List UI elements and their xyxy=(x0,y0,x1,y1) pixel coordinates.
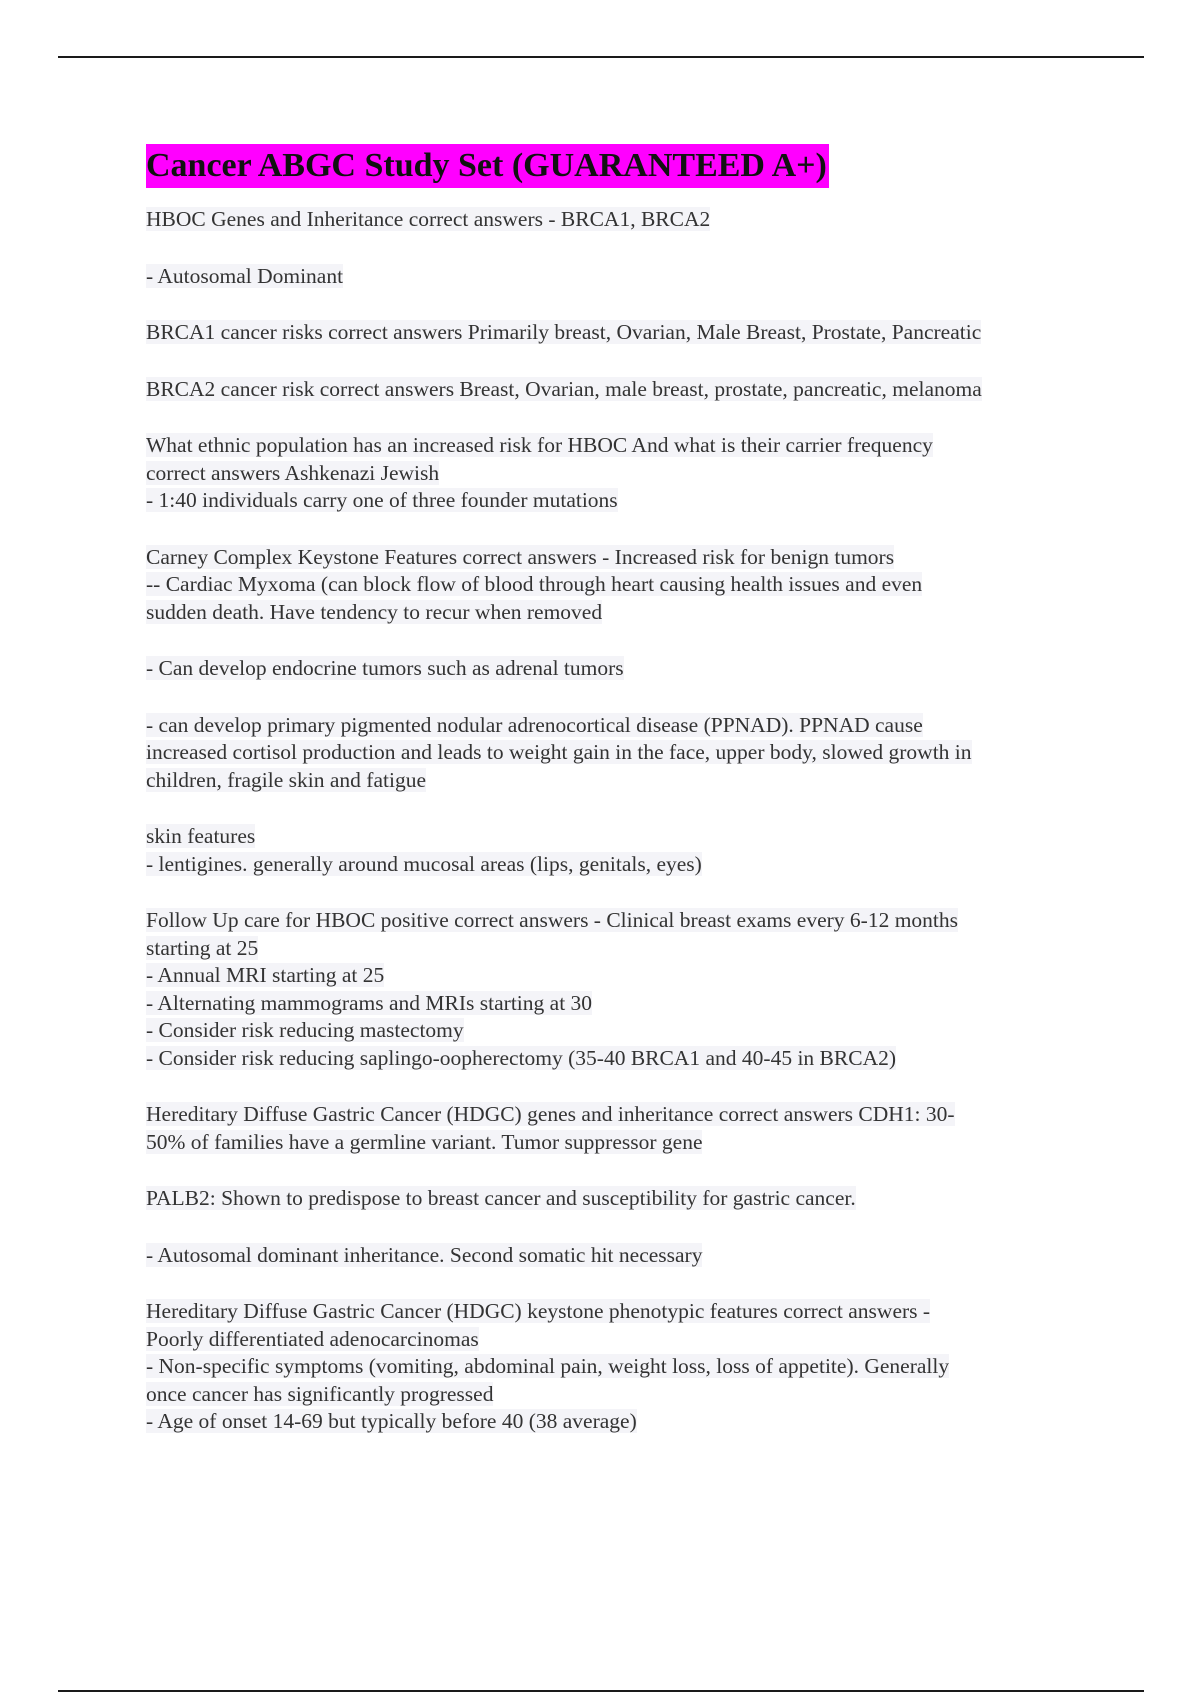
paragraph-line-text: Hereditary Diffuse Gastric Cancer (HDGC) genes and inheritance correct answers CDH1: 30- xyxy=(146,1102,955,1126)
paragraph-line-text: starting at 25 xyxy=(146,935,259,960)
paragraph-line xyxy=(146,823,1096,851)
bottom-rule xyxy=(58,1690,1144,1692)
paragraph-line-text: Follow Up care for HBOC positive correct answers - Clinical breast exams every 6-12 months xyxy=(146,908,959,932)
paragraph-line xyxy=(146,544,1096,572)
paragraph-line xyxy=(146,319,1096,347)
study-paragraph xyxy=(146,1242,1096,1270)
paragraph-line xyxy=(146,1298,1096,1326)
paragraph-line xyxy=(146,1017,1096,1045)
paragraph-line-text: - Annual MRI starting at 25 xyxy=(146,963,385,987)
paragraph-line xyxy=(146,1326,1096,1354)
paragraph-line-text: - Alternating mammograms and MRIs starting at 30 xyxy=(146,990,593,1015)
study-paragraph xyxy=(146,907,1096,1072)
paragraph-line xyxy=(146,935,1096,963)
paragraph-line-text: Hereditary Diffuse Gastric Cancer (HDGC) keystone phenotypic features correct answers - xyxy=(146,1299,931,1323)
paragraph-line xyxy=(146,907,1096,935)
document-title: Cancer ABGC Study Set (GUARANTEED A+) xyxy=(146,144,829,188)
paragraph-line-text: What ethnic population has an increased risk for HBOC And what is their carrier frequency xyxy=(146,433,933,457)
paragraph-line xyxy=(146,1381,1096,1409)
paragraph-line xyxy=(146,1101,1096,1129)
paragraph-line xyxy=(146,1185,1096,1213)
paragraph-line xyxy=(146,376,1096,404)
paragraph-line xyxy=(146,432,1096,460)
paragraph-line-text: - Consider risk reducing mastectomy xyxy=(146,1018,464,1042)
paragraph-line-text: Poorly differentiated adenocarcinomas xyxy=(146,1326,479,1351)
paragraph-line-text: -- Cardiac Myxoma (can block flow of blood through heart causing health issues and even xyxy=(146,572,923,596)
paragraph-line xyxy=(146,739,1096,767)
paragraph-line-text: sudden death. Have tendency to recur when removed xyxy=(146,599,603,624)
paragraph-line-text: 50% of families have a germline variant. Tumor suppressor gene xyxy=(146,1129,703,1154)
paragraph-line xyxy=(146,1353,1096,1381)
paragraph-line-text: BRCA2 cancer risk correct answers Breast, Ovarian, male breast, prostate, pancreatic, melanoma xyxy=(146,376,982,401)
paragraph-line-text: correct answers Ashkenazi Jewish xyxy=(146,460,440,485)
document-body xyxy=(146,144,1096,1465)
paragraph-line-text: children, fragile skin and fatigue xyxy=(146,767,426,792)
study-paragraph xyxy=(146,712,1096,795)
paragraph-line xyxy=(146,962,1096,990)
paragraph-line xyxy=(146,851,1096,879)
study-paragraph xyxy=(146,1298,1096,1436)
paragraph-line-text: - Autosomal Dominant xyxy=(146,263,344,288)
paragraph-line xyxy=(146,1242,1096,1270)
study-paragraph xyxy=(146,263,1096,291)
paragraph-line xyxy=(146,1408,1096,1436)
paragraph-line xyxy=(146,263,1096,291)
study-paragraph xyxy=(146,1101,1096,1156)
study-paragraph xyxy=(146,432,1096,515)
paragraph-line-text: - Can develop endocrine tumors such as adrenal tumors xyxy=(146,656,624,680)
study-paragraph xyxy=(146,1185,1096,1213)
paragraph-line-text: - Autosomal dominant inheritance. Second somatic hit necessary xyxy=(146,1242,703,1267)
study-paragraph xyxy=(146,823,1096,878)
paragraph-line xyxy=(146,990,1096,1018)
paragraph-line-text: - Consider risk reducing saplingo-oopherectomy (35-40 BRCA1 and 40-45 in BRCA2) xyxy=(146,1045,897,1070)
paragraph-line-text: - can develop primary pigmented nodular adrenocortical disease (PPNAD). PPNAD cause xyxy=(146,712,923,737)
study-set-content xyxy=(146,206,1096,1436)
paragraph-line xyxy=(146,1045,1096,1073)
paragraph-line xyxy=(146,712,1096,740)
paragraph-line xyxy=(146,487,1096,515)
study-paragraph xyxy=(146,376,1096,404)
paragraph-line xyxy=(146,767,1096,795)
paragraph-line-text: once cancer has significantly progressed xyxy=(146,1381,494,1406)
paragraph-line-text: - Non-specific symptoms (vomiting, abdominal pain, weight loss, loss of appetite). Generally xyxy=(146,1354,950,1378)
paragraph-line-text: HBOC Genes and Inheritance correct answers - BRCA1, BRCA2 xyxy=(146,207,711,231)
study-paragraph xyxy=(146,655,1096,683)
paragraph-line xyxy=(146,460,1096,488)
paragraph-line-text: skin features xyxy=(146,824,256,848)
paragraph-line-text: PALB2: Shown to predispose to breast cancer and susceptibility for gastric cancer. xyxy=(146,1186,856,1210)
study-paragraph xyxy=(146,319,1096,347)
paragraph-line xyxy=(146,655,1096,683)
paragraph-line-text: - lentigines. generally around mucosal areas (lips, genitals, eyes) xyxy=(146,851,702,876)
top-rule xyxy=(58,56,1144,58)
study-paragraph xyxy=(146,544,1096,627)
paragraph-line-text: Carney Complex Keystone Features correct answers - Increased risk for benign tumors xyxy=(146,544,895,569)
paragraph-line xyxy=(146,206,1096,234)
paragraph-line xyxy=(146,1129,1096,1157)
paragraph-line xyxy=(146,599,1096,627)
paragraph-line-text: increased cortisol production and leads to weight gain in the face, upper body, slowed growth in xyxy=(146,740,972,764)
paragraph-line-text: BRCA1 cancer risks correct answers Primarily breast, Ovarian, Male Breast, Prostate, Pancreatic xyxy=(146,320,982,344)
study-paragraph xyxy=(146,206,1096,234)
paragraph-line-text: - Age of onset 14-69 but typically before 40 (38 average) xyxy=(146,1409,637,1433)
paragraph-line-text: - 1:40 individuals carry one of three founder mutations xyxy=(146,488,618,512)
paragraph-line xyxy=(146,571,1096,599)
